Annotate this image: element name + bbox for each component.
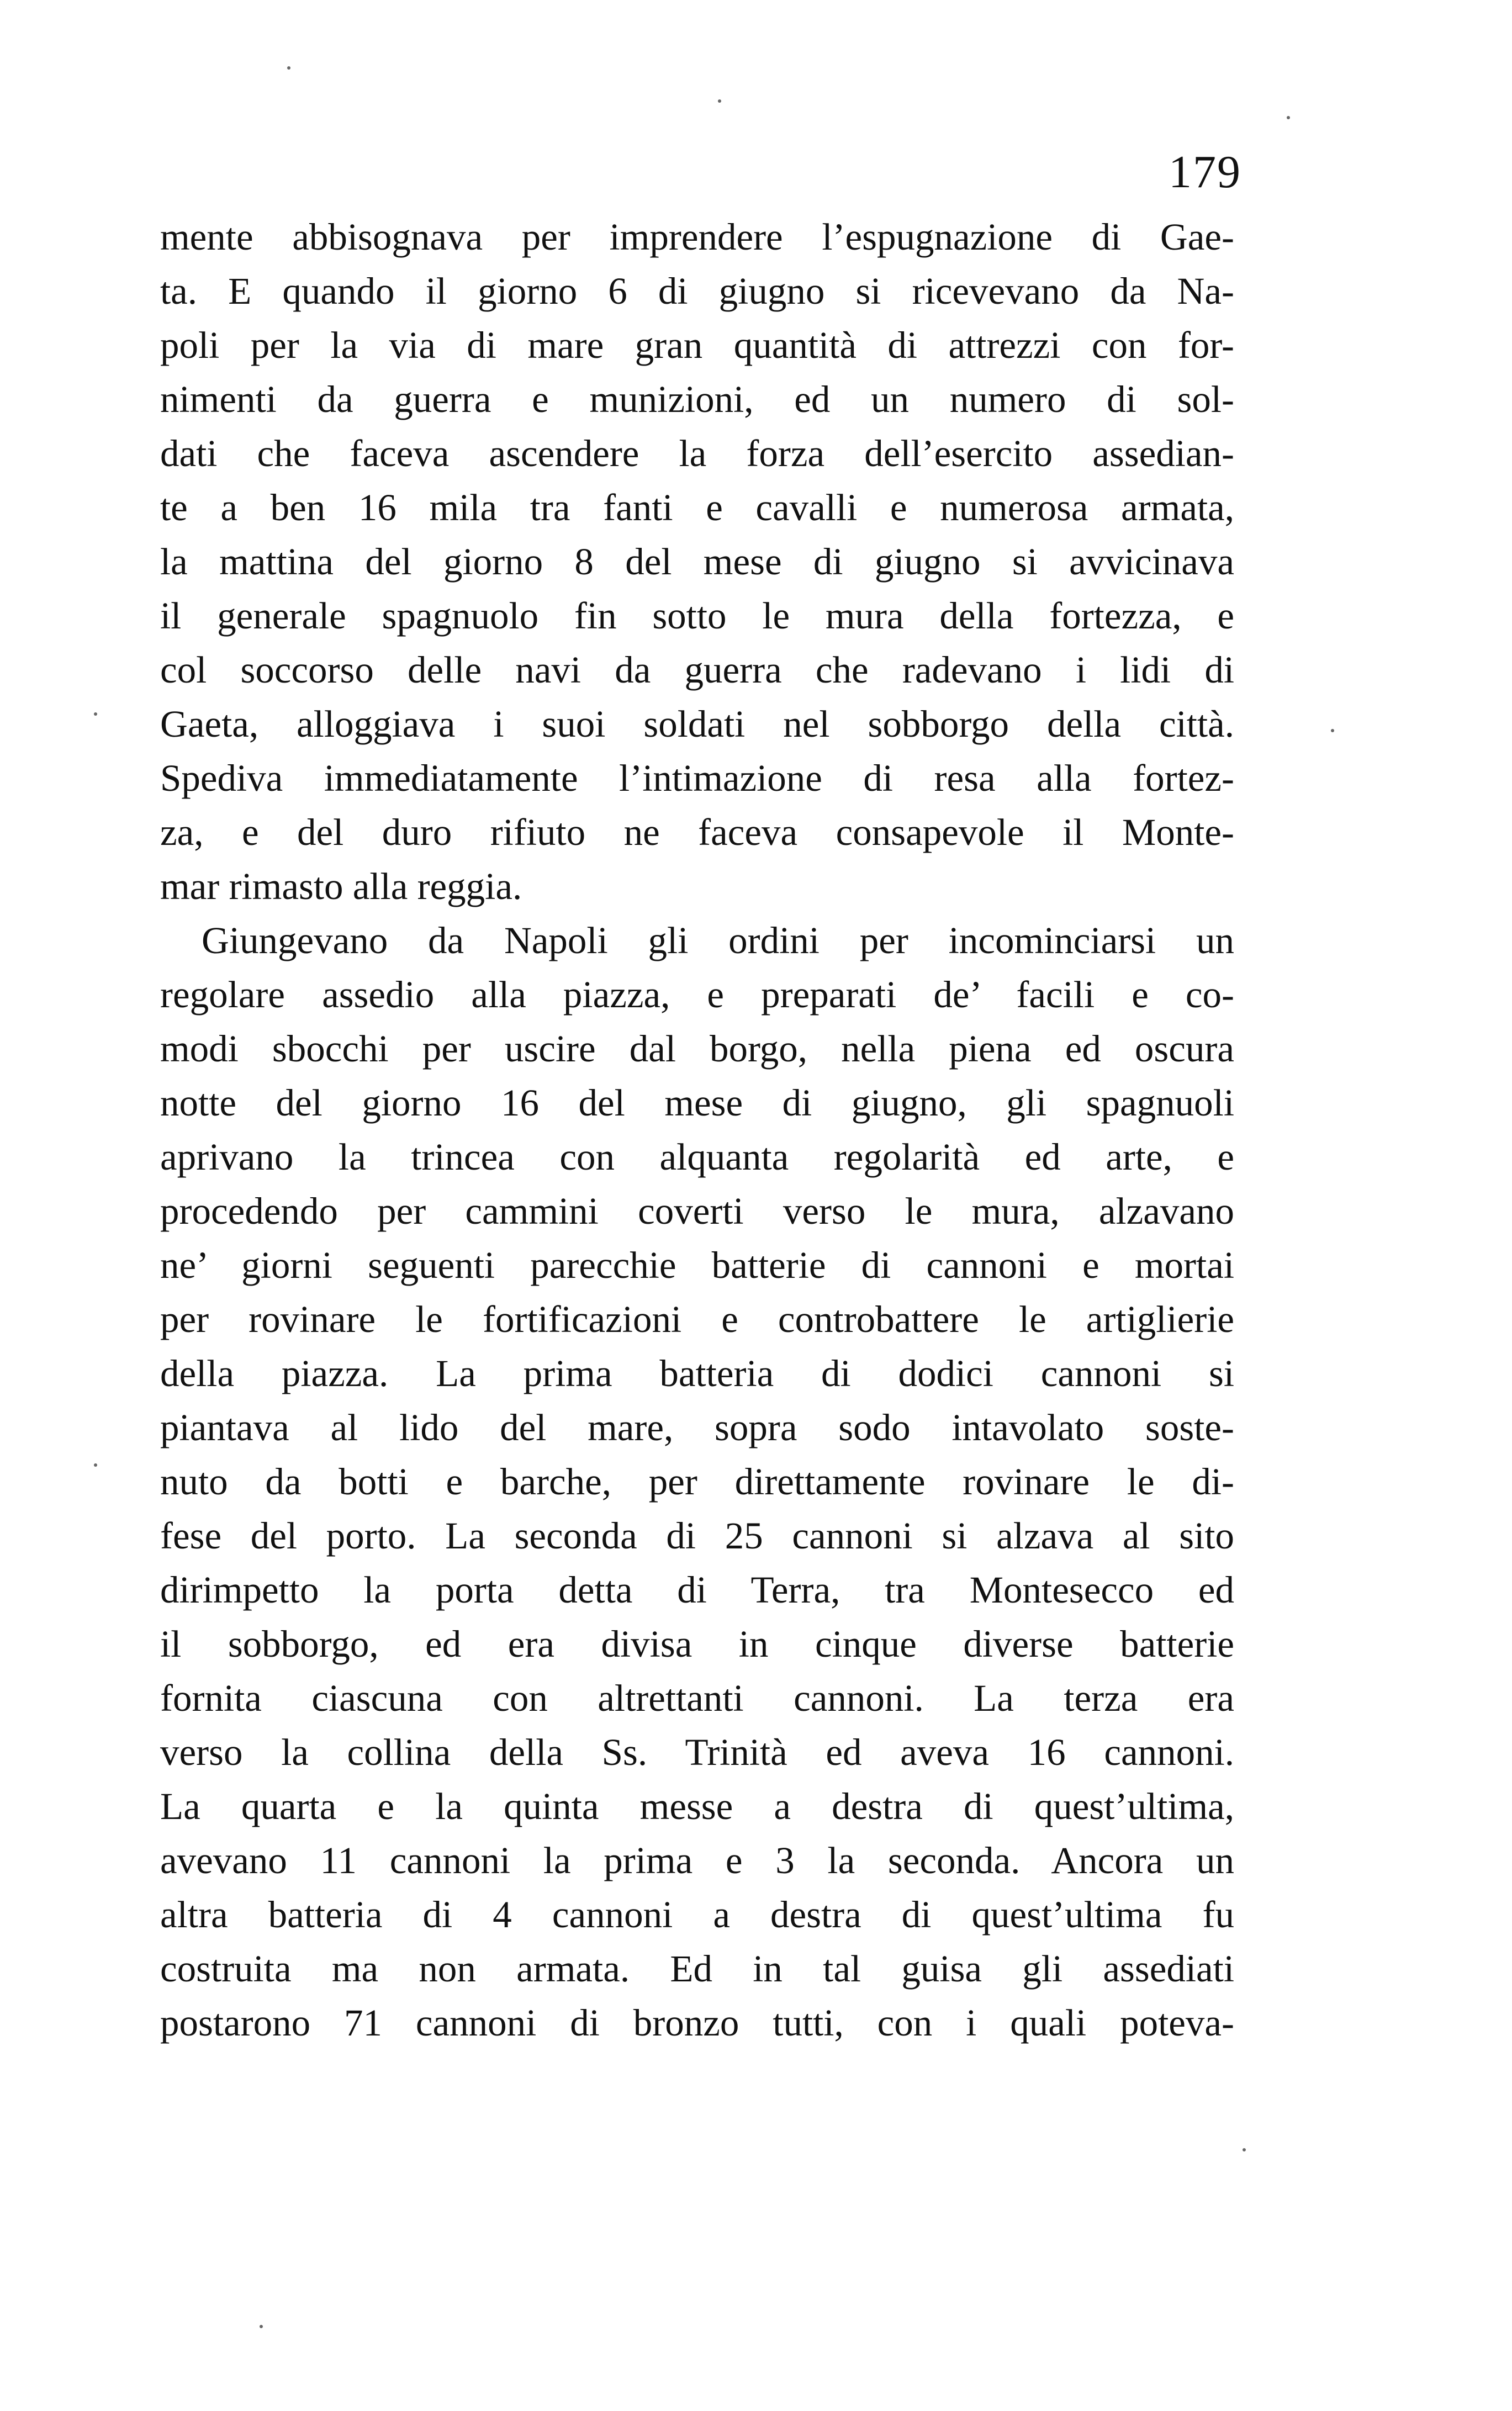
text-line: Gaeta, alloggiava i suoi soldati nel sobborgo della città. [160,703,1234,745]
text-line: postarono 71 cannoni di bronzo tutti, con i quali poteva- [160,2002,1234,2044]
text-line: La quarta e la quinta messe a destra di quest’ultima, [160,1785,1234,1827]
text-line: ne’ giorni seguenti parecchie batterie di cannoni e mortai [160,1244,1234,1286]
text-line: mar rimasto alla reggia. [160,865,522,907]
text-line: fese del porto. La seconda di 25 cannoni si alzava al sito [160,1515,1234,1557]
scan-speck [1287,116,1290,119]
text-line: te a ben 16 mila tra fanti e cavalli e numerosa armata, [160,487,1234,528]
text-line: la mattina del giorno 8 del mese di giugno si avvicinava [160,541,1234,583]
text-line: il generale spagnuolo fin sotto le mura della fortezza, e [160,595,1234,637]
text-line: avevano 11 cannoni la prima e 3 la seconda. Ancora un [160,1839,1234,1881]
text-line: regolare assedio alla piazza, e preparati de’ facili e co- [160,974,1234,1016]
scan-speck [718,99,721,103]
scan-speck [1331,729,1334,732]
scan-speck [287,66,290,70]
scan-speck [1243,2148,1246,2151]
text-line: notte del giorno 16 del mese di giugno, gli spagnuoli [160,1082,1234,1124]
text-line: verso la collina della Ss. Trinità ed aveva 16 cannoni. [160,1731,1234,1773]
scan-speck [94,1463,97,1467]
text-line: costruita ma non armata. Ed in tal guisa gli assediati [160,1948,1234,1990]
text-line: Giungevano da Napoli gli ordini per incominciarsi un [202,919,1234,961]
text-line: dati che faceva ascendere la forza dell’esercito assedian- [160,432,1234,474]
text-line: procedendo per cammini coverti verso le mura, alzavano [160,1190,1234,1232]
text-line: altra batteria di 4 cannoni a destra di quest’ultima fu [160,1894,1234,1936]
text-line: za, e del duro rifiuto ne faceva consapevole il Monte- [160,811,1234,853]
text-line: piantava al lido del mare, sopra sodo intavolato soste- [160,1407,1234,1448]
text-line: fornita ciascuna con altrettanti cannoni. La terza era [160,1677,1234,1719]
text-line: poli per la via di mare gran quantità di attrezzi con for- [160,324,1234,366]
text-line: Spediva immediatamente l’intimazione di resa alla fortez- [160,757,1234,799]
page-number: 179 [1169,146,1241,198]
text-line: nuto da botti e barche, per direttamente rovinare le di- [160,1461,1234,1503]
paragraph-1 [160,210,1234,913]
text-line: modi sbocchi per uscire dal borgo, nella piena ed oscura [160,1028,1234,1070]
scan-speck [260,2325,263,2328]
scan-speck [94,712,97,716]
paragraph-2 [160,913,1234,2050]
text-line: aprivano la trincea con alquanta regolarità ed arte, e [160,1136,1234,1178]
text-line: ta. E quando il giorno 6 di giugno si ricevevano da Na- [160,270,1234,312]
text-line: per rovinare le fortificazioni e controbattere le artiglierie [160,1298,1234,1340]
body-text [160,210,1234,2050]
text-line: il sobborgo, ed era divisa in cinque diverse batterie [160,1623,1234,1665]
text-line: della piazza. La prima batteria di dodici cannoni si [160,1352,1234,1394]
text-line: nimenti da guerra e munizioni, ed un numero di sol- [160,378,1234,420]
text-line: mente abbisognava per imprendere l’espugnazione di Gae- [160,216,1234,258]
text-line: col soccorso delle navi da guerra che radevano i lidi di [160,649,1234,691]
text-line: dirimpetto la porta detta di Terra, tra Montesecco ed [160,1569,1234,1611]
